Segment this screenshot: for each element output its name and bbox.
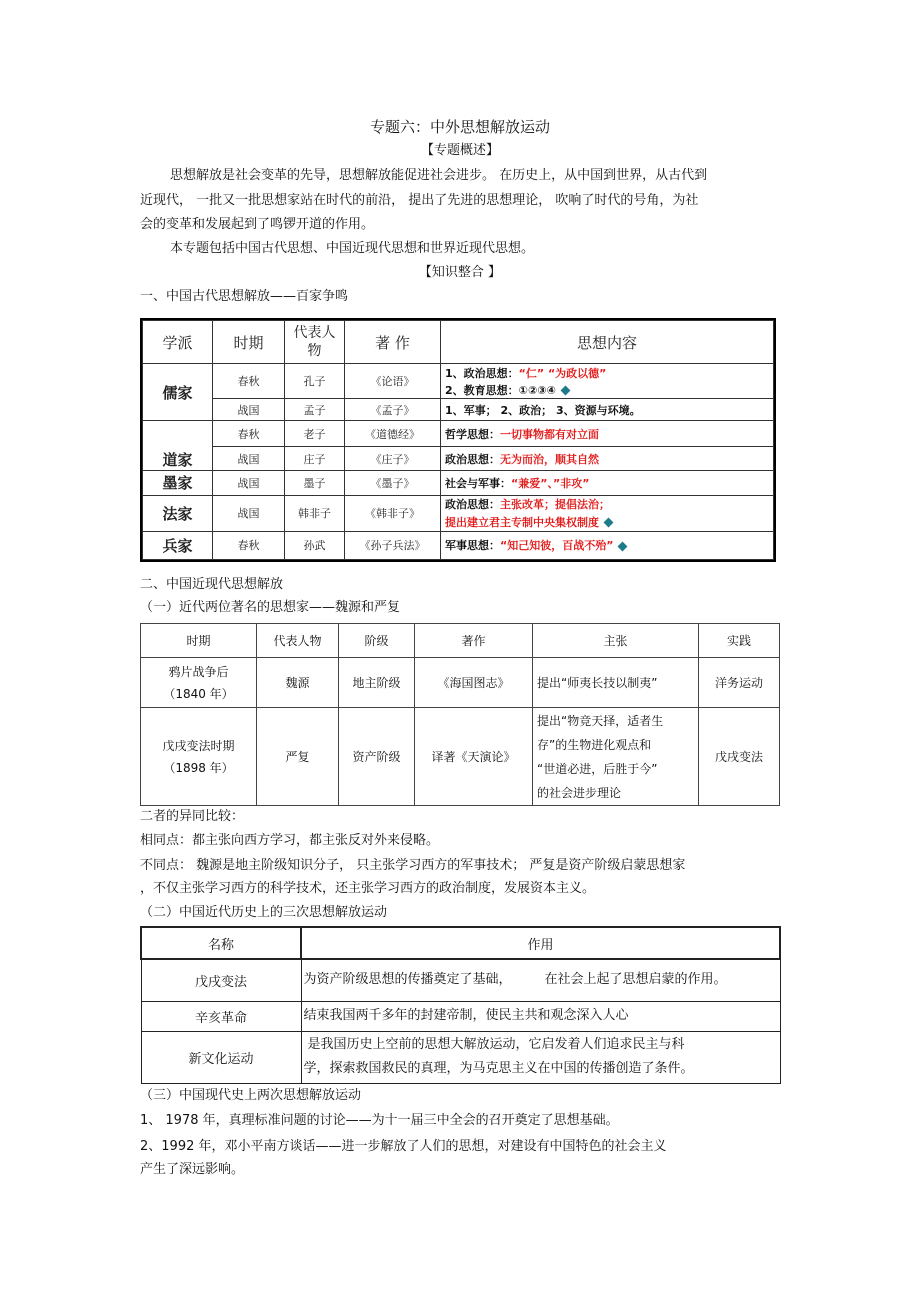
content-red: “兼爱”、”非攻” xyxy=(511,476,590,490)
row-work: 《庄子》 xyxy=(345,447,441,471)
row-person: 孙武 xyxy=(285,531,345,559)
effect-line: 学，探索救国救民的真理，为马克思主义在中国的传播创造了条件。 xyxy=(303,1061,694,1076)
effect-line: 是我国历史上空前的思想大解放运动，它启发着人们追求民主与科 xyxy=(307,1037,685,1052)
school-mo: 墨家 xyxy=(143,471,213,495)
intro-line-2: 近现代， 一批又一批思想家站在时代的前沿， 提出了先进的思想理论， 吹响了时代的号角，为社 xyxy=(140,193,699,208)
school-ru: 儒家 xyxy=(143,364,213,421)
school-fa: 法家 xyxy=(143,495,213,531)
schools-table xyxy=(140,318,776,562)
row-person: 老子 xyxy=(285,421,345,447)
row-content xyxy=(441,398,774,420)
section1-heading: 一、中国古代思想解放——百家争鸣 xyxy=(140,289,349,304)
period-line: 鸦片战争后 xyxy=(168,664,229,679)
intro-line-1: 思想解放是社会变革的先导，思想解放能促进社会进步。 在历史上，从中国到世界，从古代到 xyxy=(170,168,708,183)
t3-header-effect: 作用 xyxy=(301,927,780,959)
row-work: 《孟子》 xyxy=(345,398,441,420)
content-red: “仁” “为政以德” xyxy=(518,367,607,381)
content-red: 提出建立君主专制中央集权制度 xyxy=(445,515,599,529)
period-line: （1898 年） xyxy=(163,760,234,775)
school-bing: 兵家 xyxy=(143,531,213,559)
t3-name: 新文化运动 xyxy=(141,1031,301,1083)
content-prefix: 政治思想： xyxy=(445,452,500,466)
t2-class: 资产阶级 xyxy=(339,708,415,806)
header-work: 著 作 xyxy=(345,321,441,364)
row-work: 《墨子》 xyxy=(345,471,441,495)
item-2-line-1: 2、1992 年，邓小平南方谈话——进一步解放了人们的思想，对建设有中国特色的社会主义 xyxy=(140,1139,667,1154)
header-person: 代表人物 xyxy=(285,321,345,364)
row-content xyxy=(441,495,774,513)
content-red: ①②③④ xyxy=(518,383,556,397)
row-person: 庄子 xyxy=(285,447,345,471)
t3-effect xyxy=(301,1031,780,1083)
diamond-icon xyxy=(560,386,570,396)
row-person: 孔子 xyxy=(285,364,345,399)
content-red: 无为而治，顺其自然 xyxy=(500,452,599,466)
claim-line: “世道必进，后胜于今” xyxy=(537,761,658,776)
scope-line: 本专题包括中国古代思想、中国近现代思想和世界近现代思想。 xyxy=(170,241,535,256)
content-prefix: 哲学思想： xyxy=(445,427,500,441)
t2-header: 时期 xyxy=(141,624,257,658)
school-dao: 道家 xyxy=(143,421,213,471)
claim-line: 的社会进步理论 xyxy=(537,785,622,800)
t2-claim xyxy=(533,708,699,806)
content-red: 主张改革；提倡法治； xyxy=(500,498,610,512)
t2-period xyxy=(141,658,257,708)
compare-heading: 二者的异同比较： xyxy=(140,809,245,824)
row-content xyxy=(441,382,774,399)
row-content xyxy=(441,364,774,382)
page-title: 专题六：中外思想解放运动 xyxy=(369,118,550,136)
t3-name: 戊戌变法 xyxy=(141,959,301,1001)
knowledge-heading: 【知识整合 】 xyxy=(418,265,502,280)
movements-table xyxy=(140,926,781,1084)
claim-line: 提出“师夷长技以制夷” xyxy=(537,675,658,690)
t2-practice: 戊戌变法 xyxy=(699,708,780,806)
same-line: 相同点：都主张向西方学习，都主张反对外来侵略。 xyxy=(140,833,440,848)
effect-line: 结束我国两千多年的封建帝制，使民主共和观念深入人心 xyxy=(303,1008,629,1023)
period-line: 戊戌变法时期 xyxy=(162,738,235,753)
row-work: 《论语》 xyxy=(345,364,441,399)
row-content xyxy=(441,513,774,531)
content-prefix: 1、军事； 2、政治； 3、资源与环境。 xyxy=(445,403,641,417)
row-work: 《韩非子》 xyxy=(345,495,441,531)
section2-heading: 二、中国近现代思想解放 xyxy=(140,577,284,592)
row-work: 《孙子兵法》 xyxy=(345,531,441,559)
claim-line: 存”的生物进化观点和 xyxy=(537,737,652,752)
period-line: （1840 年） xyxy=(163,686,234,701)
t3-name: 辛亥革命 xyxy=(141,1001,301,1031)
content-prefix: 2、教育思想： xyxy=(445,383,519,397)
row-period: 战国 xyxy=(213,495,285,531)
row-period: 战国 xyxy=(213,398,285,420)
item-2-line-2: 产生了深远影响。 xyxy=(140,1162,245,1177)
row-content xyxy=(441,531,774,559)
t2-header: 阶级 xyxy=(339,624,415,658)
header-content: 思想内容 xyxy=(441,321,774,364)
overview-heading: 【专题概述】 xyxy=(420,143,499,158)
effect-line: 为资产阶级思想的传播奠定了基础， 在社会上起了思想启蒙的作用。 xyxy=(303,972,727,988)
thinkers-table xyxy=(140,623,780,806)
row-period: 战国 xyxy=(213,471,285,495)
row-person: 韩非子 xyxy=(285,495,345,531)
t2-header: 著作 xyxy=(415,624,533,658)
t3-header-name: 名称 xyxy=(141,927,301,959)
t3-effect xyxy=(301,1001,780,1031)
diff-line-1: 不同点： 魏源是地主阶级知识分子， 只主张学习西方的军事技术； 严复是资产阶级启蒙思想家 xyxy=(140,858,686,873)
header-period: 时期 xyxy=(213,321,285,364)
t2-claim xyxy=(533,658,699,708)
row-period: 战国 xyxy=(213,447,285,471)
t2-work: 译著《天演论》 xyxy=(415,708,533,806)
row-work: 《道德经》 xyxy=(345,421,441,447)
t2-class: 地主阶级 xyxy=(339,658,415,708)
content-red: “知己知彼，百战不殆” xyxy=(500,539,614,553)
t2-header: 实践 xyxy=(699,624,780,658)
header-school: 学派 xyxy=(143,321,213,364)
content-prefix: 政治思想： xyxy=(445,498,500,512)
row-period: 春秋 xyxy=(213,531,285,559)
t2-header: 主张 xyxy=(533,624,699,658)
row-period: 春秋 xyxy=(213,364,285,399)
sub1-heading: （一）近代两位著名的思想家——魏源和严复 xyxy=(140,600,401,615)
t2-header: 代表人物 xyxy=(257,624,339,658)
content-prefix: 社会与军事： xyxy=(445,476,511,490)
sub2-heading: （二）中国近代历史上的三次思想解放运动 xyxy=(140,905,388,920)
t2-person: 严复 xyxy=(257,708,339,806)
content-red: 一切事物都有对立面 xyxy=(500,427,599,441)
row-content xyxy=(441,471,774,495)
row-content xyxy=(441,421,774,447)
t2-practice: 洋务运动 xyxy=(699,658,780,708)
claim-line: 提出“物竞天择，适者生 xyxy=(537,713,664,728)
t3-effect xyxy=(301,959,780,1001)
t2-period xyxy=(141,708,257,806)
row-person: 墨子 xyxy=(285,471,345,495)
content-prefix: 1、政治思想： xyxy=(445,367,519,381)
diamond-icon xyxy=(618,541,628,551)
item-1: 1、 1978 年，真理标准问题的讨论——为十一届三中全会的召开奠定了思想基础。 xyxy=(140,1113,619,1128)
intro-line-3: 会的变革和发展起到了鸣锣开道的作用。 xyxy=(140,217,375,232)
diff-line-2: ，不仅主张学习西方的科学技术，还主张学习西方的政治制度，发展资本主义。 xyxy=(140,881,596,896)
sub3-heading: （三）中国现代史上两次思想解放运动 xyxy=(140,1088,362,1103)
t2-person: 魏源 xyxy=(257,658,339,708)
row-period: 春秋 xyxy=(213,421,285,447)
content-prefix: 军事思想： xyxy=(445,539,500,553)
diamond-icon xyxy=(604,518,614,528)
row-person: 孟子 xyxy=(285,398,345,420)
t2-work: 《海国图志》 xyxy=(415,658,533,708)
row-content xyxy=(441,447,774,471)
